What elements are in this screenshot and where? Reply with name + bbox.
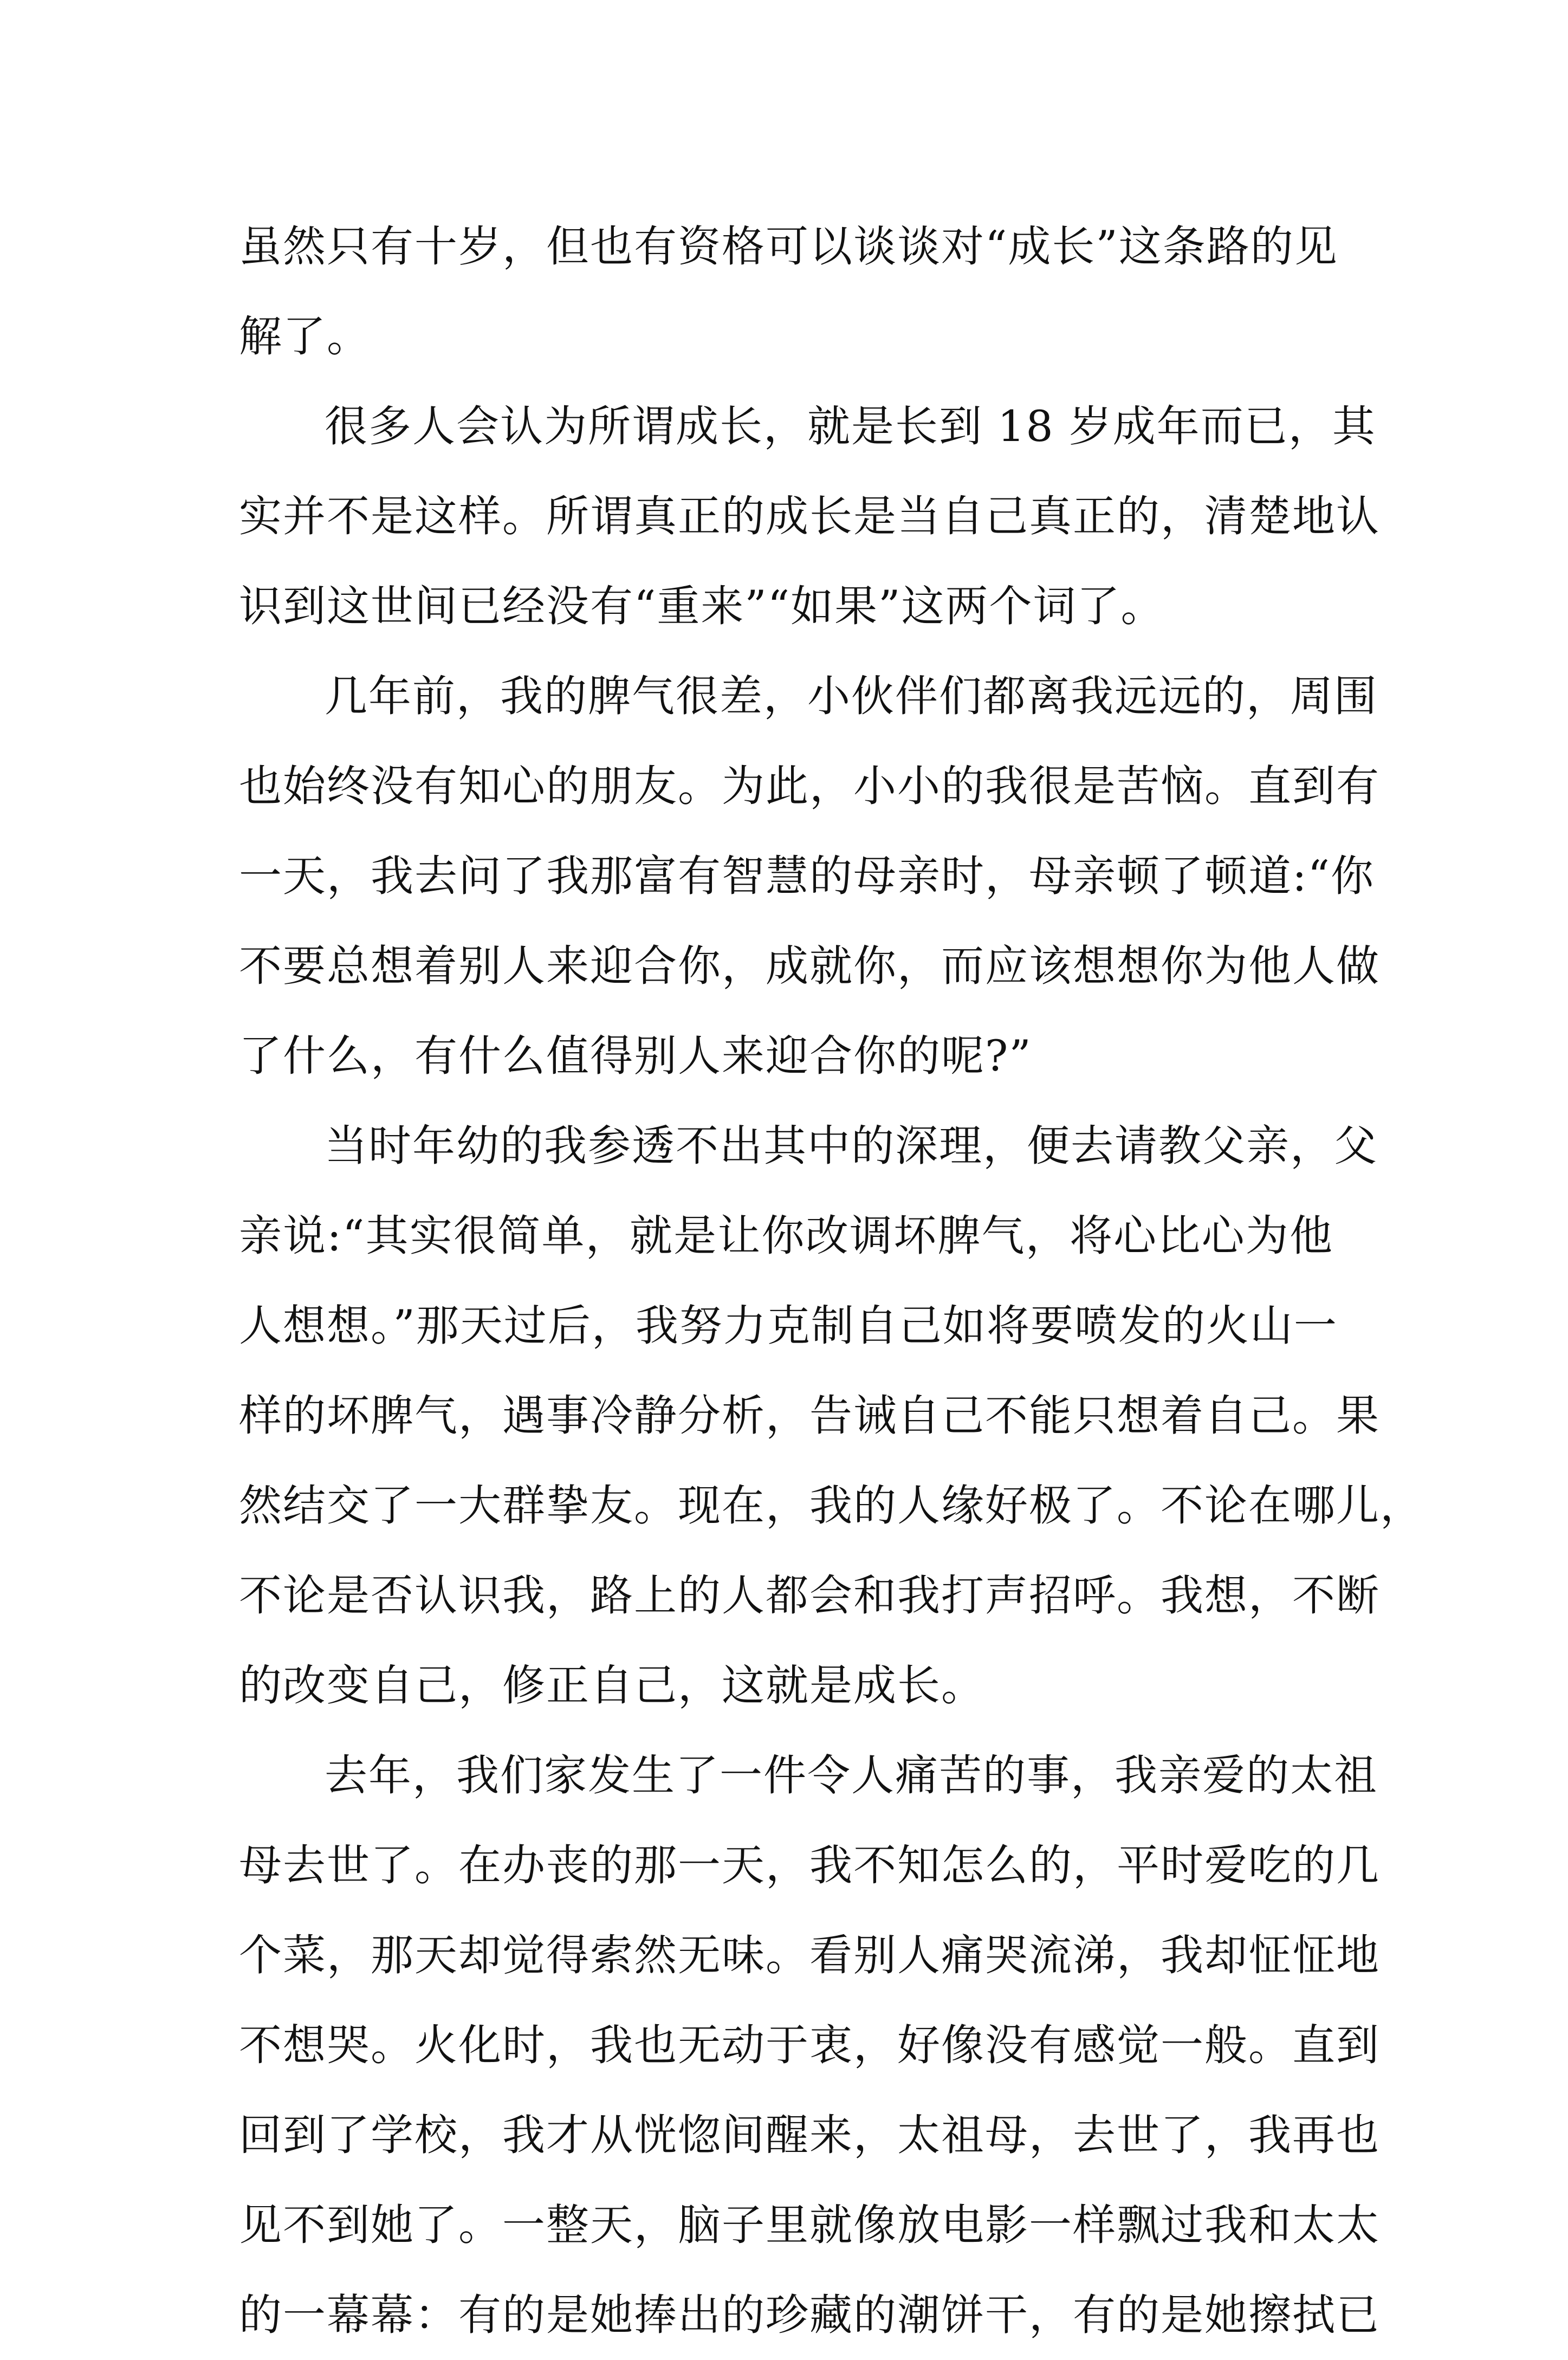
text-line: 虽然只有十岁，但也有资格可以谈谈对“成长”这条路的见 [239, 222, 1338, 271]
essay-body [239, 202, 1424, 2360]
text-line: 见不到她了。一整天，脑子里就像放电影一样飘过我和太太 [239, 2200, 1380, 2250]
text-line: 然结交了一大群挚友。现在，我的人缘好极了。不论在哪儿， [239, 1481, 1424, 1531]
text-line: 样的坏脾气，遇事冷静分析，告诫自己不能只想着自己。果 [239, 1391, 1380, 1441]
text-line: 不论是否认识我，路上的人都会和我打声招呼。我想，不断 [239, 1571, 1380, 1620]
text-line: 解了。 [239, 312, 371, 361]
text-line: 人想想。”那天过后，我努力克制自己如将要喷发的火山一 [239, 1301, 1338, 1351]
text-line: 的改变自己，修正自己，这就是成长。 [239, 1661, 985, 1710]
paragraph-first-line: 当时年幼的我参透不出其中的深理，便去请教父亲，父 [325, 1121, 1378, 1171]
paragraph-first-line: 几年前，我的脾气很差，小伙伴们都离我远远的，周围 [325, 671, 1378, 721]
text-line: 也始终没有知心的朋友。为此，小小的我很是苦恼。直到有 [239, 761, 1380, 811]
text-line: 识到这世间已经没有“重来”“如果”这两个词了。 [239, 581, 1165, 631]
text-line: 不想哭。火化时，我也无动于衷，好像没有感觉一般。直到 [239, 2020, 1380, 2070]
paragraph-first-line: 很多人会认为所谓成长，就是长到 18 岁成年而已，其 [325, 401, 1376, 451]
text-line: 的一幕幕：有的是她捧出的珍藏的潮饼干，有的是她擦拭已 [239, 2290, 1380, 2340]
text-line: 一天，我去问了我那富有智慧的母亲时，母亲顿了顿道:“你 [239, 851, 1375, 901]
text-line: 个菜，那天却觉得索然无味。看别人痛哭流涕，我却怔怔地 [239, 1930, 1380, 1980]
text-line: 母去世了。在办丧的那一天，我不知怎么的，平时爱吃的几 [239, 1840, 1380, 1890]
text-line: 了什么，有什么值得别人来迎合你的呢?” [239, 1031, 1032, 1081]
text-line: 实并不是这样。所谓真正的成长是当自己真正的，清楚地认 [239, 491, 1380, 541]
text-line: 亲说:“其实很简单，就是让你改调坏脾气，将心比心为他 [239, 1211, 1333, 1261]
paragraph-first-line: 去年，我们家发生了一件令人痛苦的事，我亲爱的太祖 [325, 1750, 1378, 1800]
text-line: 回到了学校，我才从恍惚间醒来，太祖母，去世了，我再也 [239, 2110, 1380, 2160]
text-line: 不要总想着别人来迎合你，成就你，而应该想想你为他人做 [239, 941, 1380, 991]
